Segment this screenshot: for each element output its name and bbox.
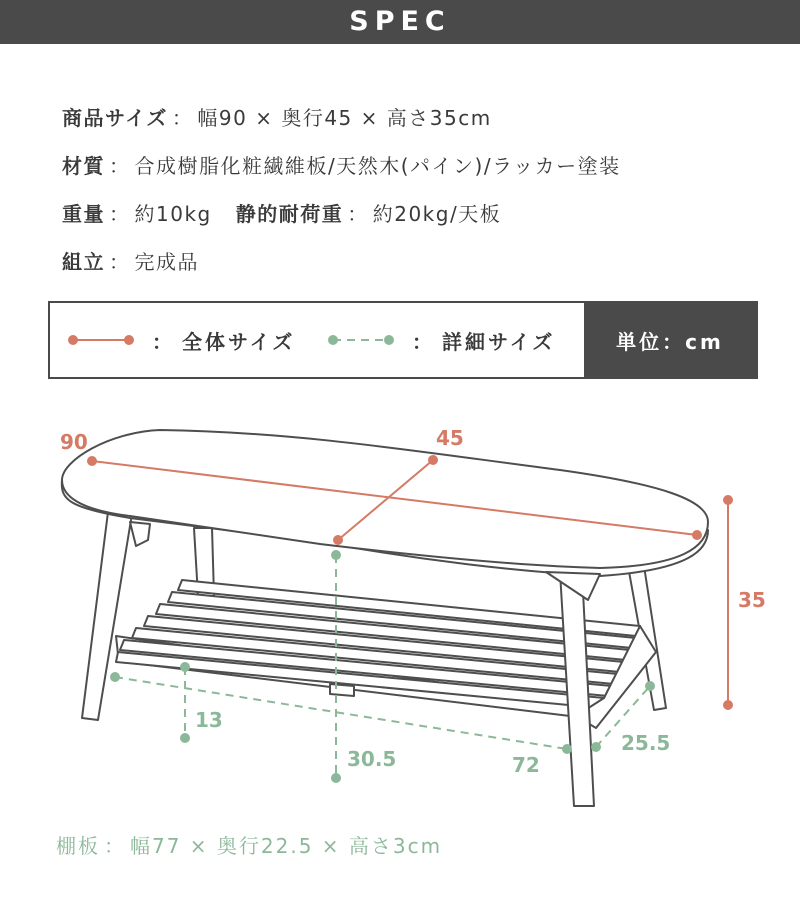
tabletop: [62, 430, 708, 568]
shelf-note-label: 棚板: [56, 834, 100, 858]
legend-sep: ：: [412, 329, 432, 354]
legend-detail: [328, 303, 555, 377]
detail-line-icon: [328, 330, 394, 350]
spec-label-assembly: 組立: [62, 249, 105, 274]
spec-value-load: 約20kg/天板: [372, 201, 502, 226]
spec-list: [62, 92, 621, 284]
spec-row-weight: [62, 188, 621, 236]
legend-sep: ：: [152, 329, 172, 354]
spec-sep: ：: [109, 153, 131, 178]
spec-value-material: 合成樹脂化粧繊維板/天然木(パイン)/ラッカー塗装: [134, 153, 621, 178]
legend-overall: [68, 303, 295, 377]
dim-label-height: 35: [738, 588, 766, 612]
table-diagram: [0, 400, 800, 830]
spec-header: [0, 0, 800, 44]
overall-line-icon: [68, 330, 134, 350]
spec-row-assembly: [62, 236, 621, 284]
dim-label-shelf-width: 72: [512, 753, 540, 777]
legend-detail-label: 詳細サイズ: [442, 329, 556, 354]
spec-value-size: 幅90 × 奥行45 × 高さ35cm: [197, 105, 492, 130]
legend-box: [48, 301, 758, 379]
shelf-note-sep: ：: [104, 834, 126, 858]
shelf-block: [330, 684, 354, 696]
spec-value-weight: 約10kg: [134, 201, 212, 226]
dim-label-depth: 45: [436, 426, 464, 450]
unit-label: 単位：cm: [584, 303, 756, 377]
shelf-note-value: 幅77 × 奥行22.5 × 高さ3cm: [130, 834, 443, 858]
spec-label-material: 材質: [62, 153, 105, 178]
spec-sep: ：: [109, 201, 131, 226]
dim-label-width: 90: [60, 430, 88, 454]
front-left-leg: [82, 512, 132, 720]
dim-label-shelf-height: 13: [195, 708, 223, 732]
dim-label-shelf-depth: 25.5: [621, 731, 671, 755]
shelf-note: [56, 830, 442, 859]
spec-row-material: [62, 140, 621, 188]
spec-sep: ：: [109, 249, 131, 274]
header-title: SPEC: [349, 6, 451, 37]
dim-label-leg-to-shelf: 30.5: [347, 747, 397, 771]
spec-label-size: 商品サイズ: [62, 105, 168, 130]
legend-overall-label: 全体サイズ: [182, 329, 296, 354]
spec-sep: ：: [171, 105, 194, 130]
spec-value-assembly: 完成品: [134, 249, 199, 274]
spec-sep: ：: [347, 201, 369, 226]
spec-label-load: 静的耐荷重: [235, 201, 344, 226]
left-bracket: [130, 522, 150, 546]
spec-row-size: [62, 92, 621, 140]
spec-label-weight: 重量: [62, 201, 105, 226]
